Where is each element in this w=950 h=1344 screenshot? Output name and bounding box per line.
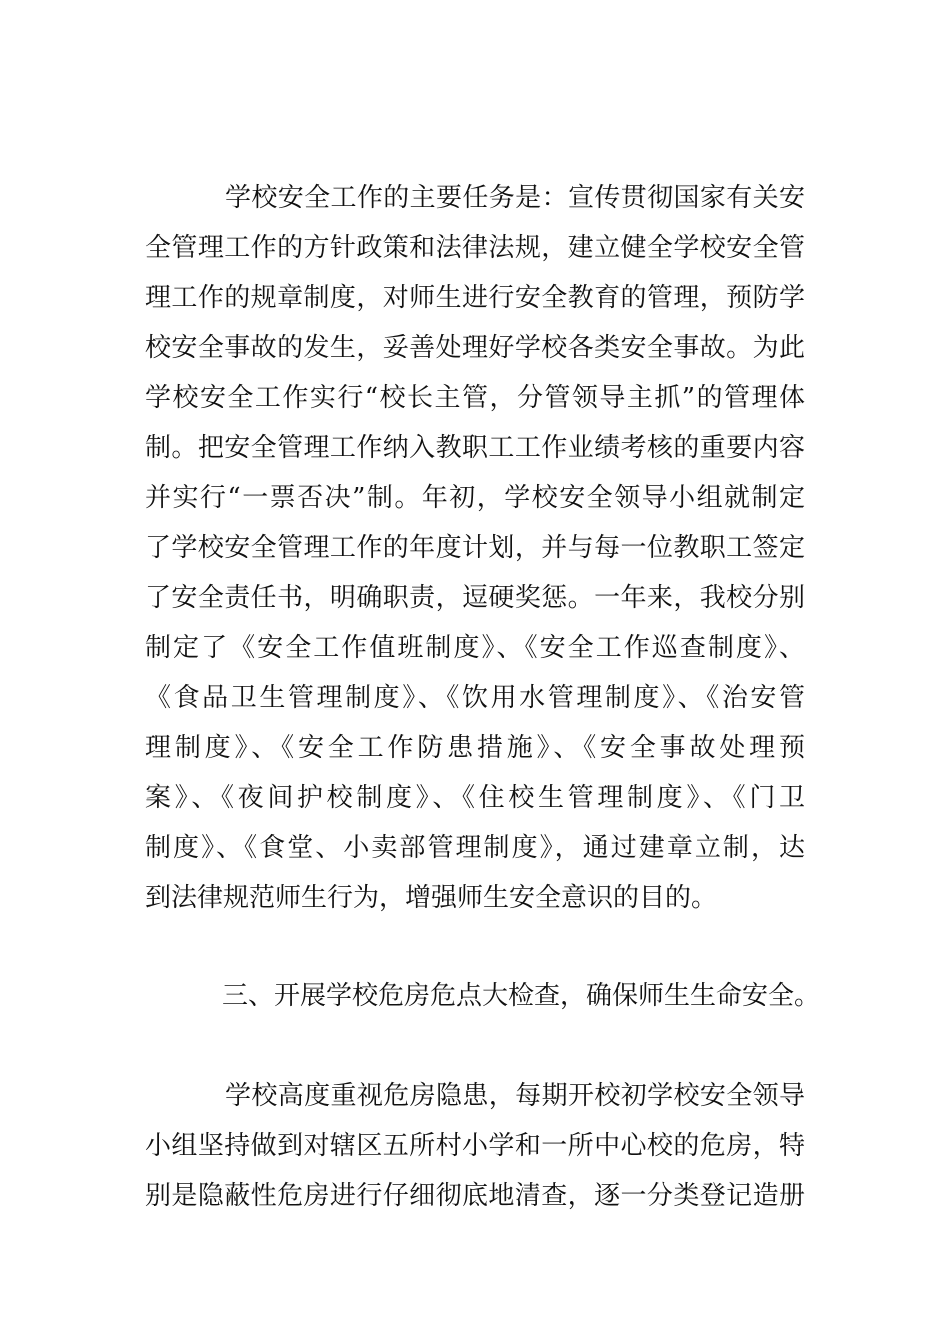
paragraph-line: 全管理工作的方针政策和法律法规，建立健全学校安全管 (145, 233, 805, 263)
paragraph-line: 学校安全工作实行“校长主管，分管领导主抓”的管理体 (145, 383, 805, 413)
paragraph-line: 小组坚持做到对辖区五所村小学和一所中心校的危房，特 (145, 1131, 805, 1161)
paragraph-line: 到法律规范师生行为，增强师生安全意识的目的。 (145, 883, 718, 913)
paragraph-line: 了安全责任书，明确职责，逗硬奖惩。一年来，我校分别 (145, 583, 805, 613)
paragraph-line: 了学校安全管理工作的年度计划，并与每一位教职工签定 (145, 533, 805, 563)
paragraph-line: 案》、《夜间护校制度》、《住校生管理制度》、《门卫 (145, 783, 805, 813)
paragraph-line: 制度》、《食堂、小卖部管理制度》，通过建章立制，达 (145, 833, 805, 863)
paragraph-line: 别是隐蔽性危房进行仔细彻底地清查，逐一分类登记造册 (145, 1181, 805, 1211)
paragraph-line: 学校安全工作的主要任务是：宣传贯彻国家有关安 (225, 183, 805, 213)
paragraph-line: 理工作的规章制度，对师生进行安全教育的管理，预防学 (145, 283, 805, 313)
paragraph-line: 制定了《安全工作值班制度》、《安全工作巡查制度》、 (145, 633, 805, 663)
section-heading: 三、开展学校危房危点大检查，确保师生生命安全。 (222, 981, 821, 1011)
paragraph-line: 学校高度重视危房隐患，每期开校初学校安全领导 (225, 1081, 805, 1111)
paragraph-line: 并实行“一票否决”制。年初，学校安全领导小组就制定 (145, 483, 805, 513)
paragraph-line: 《食品卫生管理制度》、《饮用水管理制度》、《治安管 (145, 683, 805, 713)
paragraph-line: 制。把安全管理工作纳入教职工工作业绩考核的重要内容 (145, 433, 805, 463)
paragraph-line: 校安全事故的发生，妥善处理好学校各类安全事故。为此 (145, 333, 805, 363)
paragraph-line: 理制度》、《安全工作防患措施》、《安全事故处理预 (145, 733, 805, 763)
